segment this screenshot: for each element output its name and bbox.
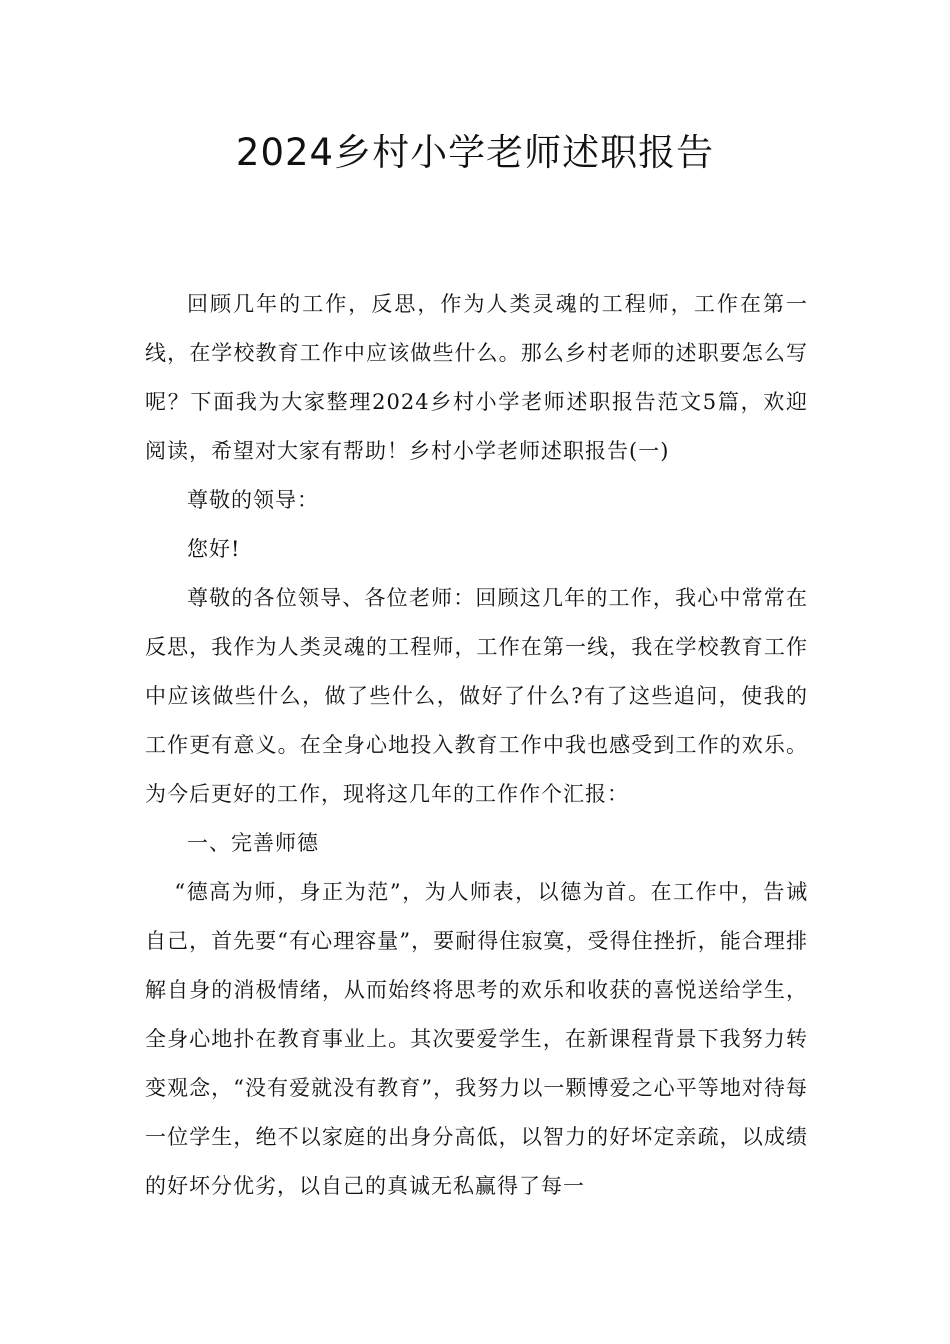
paragraph-greeting: 您好!	[187, 537, 241, 561]
section-heading-1: 一、完善师德	[187, 831, 319, 855]
document-title: 2024乡村小学老师述职报告	[235, 131, 715, 174]
paragraph-opening: 尊敬的各位领导、各位老师：回顾这几年的工作，我心中常常在反思，我作为人类灵魂的工程师，工作在第一线，我在学校教育工作中应该做些什么，做了些什么，做好了什么?有了这些追问，使我的工作更有意义。在全身心地投入教育工作中我也感受到工作的欢乐。为今后更好的工作，现将这几年的工作作个汇报：	[145, 586, 808, 806]
paragraph-salutation: 尊敬的领导：	[187, 488, 319, 512]
paragraph-intro: 回顾几年的工作，反思，作为人类灵魂的工程师，工作在第一线，在学校教育工作中应该做些什么。那么乡村老师的述职要怎么写呢？下面我为大家整理2024乡村小学老师述职报告范文5篇，欢迎阅读，希望对大家有帮助！乡村小学老师述职报告(一)	[145, 292, 808, 463]
paragraph-teacher-ethics: “德高为师，身正为范”，为人师表，以德为首。在工作中，告诫自己，首先要“有心理容量”，要耐得住寂寞，受得住挫折，能合理排解自身的消极情绪，从而始终将思考的欢乐和收获的喜悦送给学生，全身心地扑在教育事业上。其次要爱学生，在新课程背景下我努力转变观念，“没有爱就没有教育”，我努力以一颗博爱之心平等地对待每一位学生，绝不以家庭的出身分高低，以智力的好坏定亲疏，以成绩的好坏分优劣，以自己的真诚无私赢得了每一	[145, 880, 808, 1198]
document-body	[145, 280, 808, 1211]
